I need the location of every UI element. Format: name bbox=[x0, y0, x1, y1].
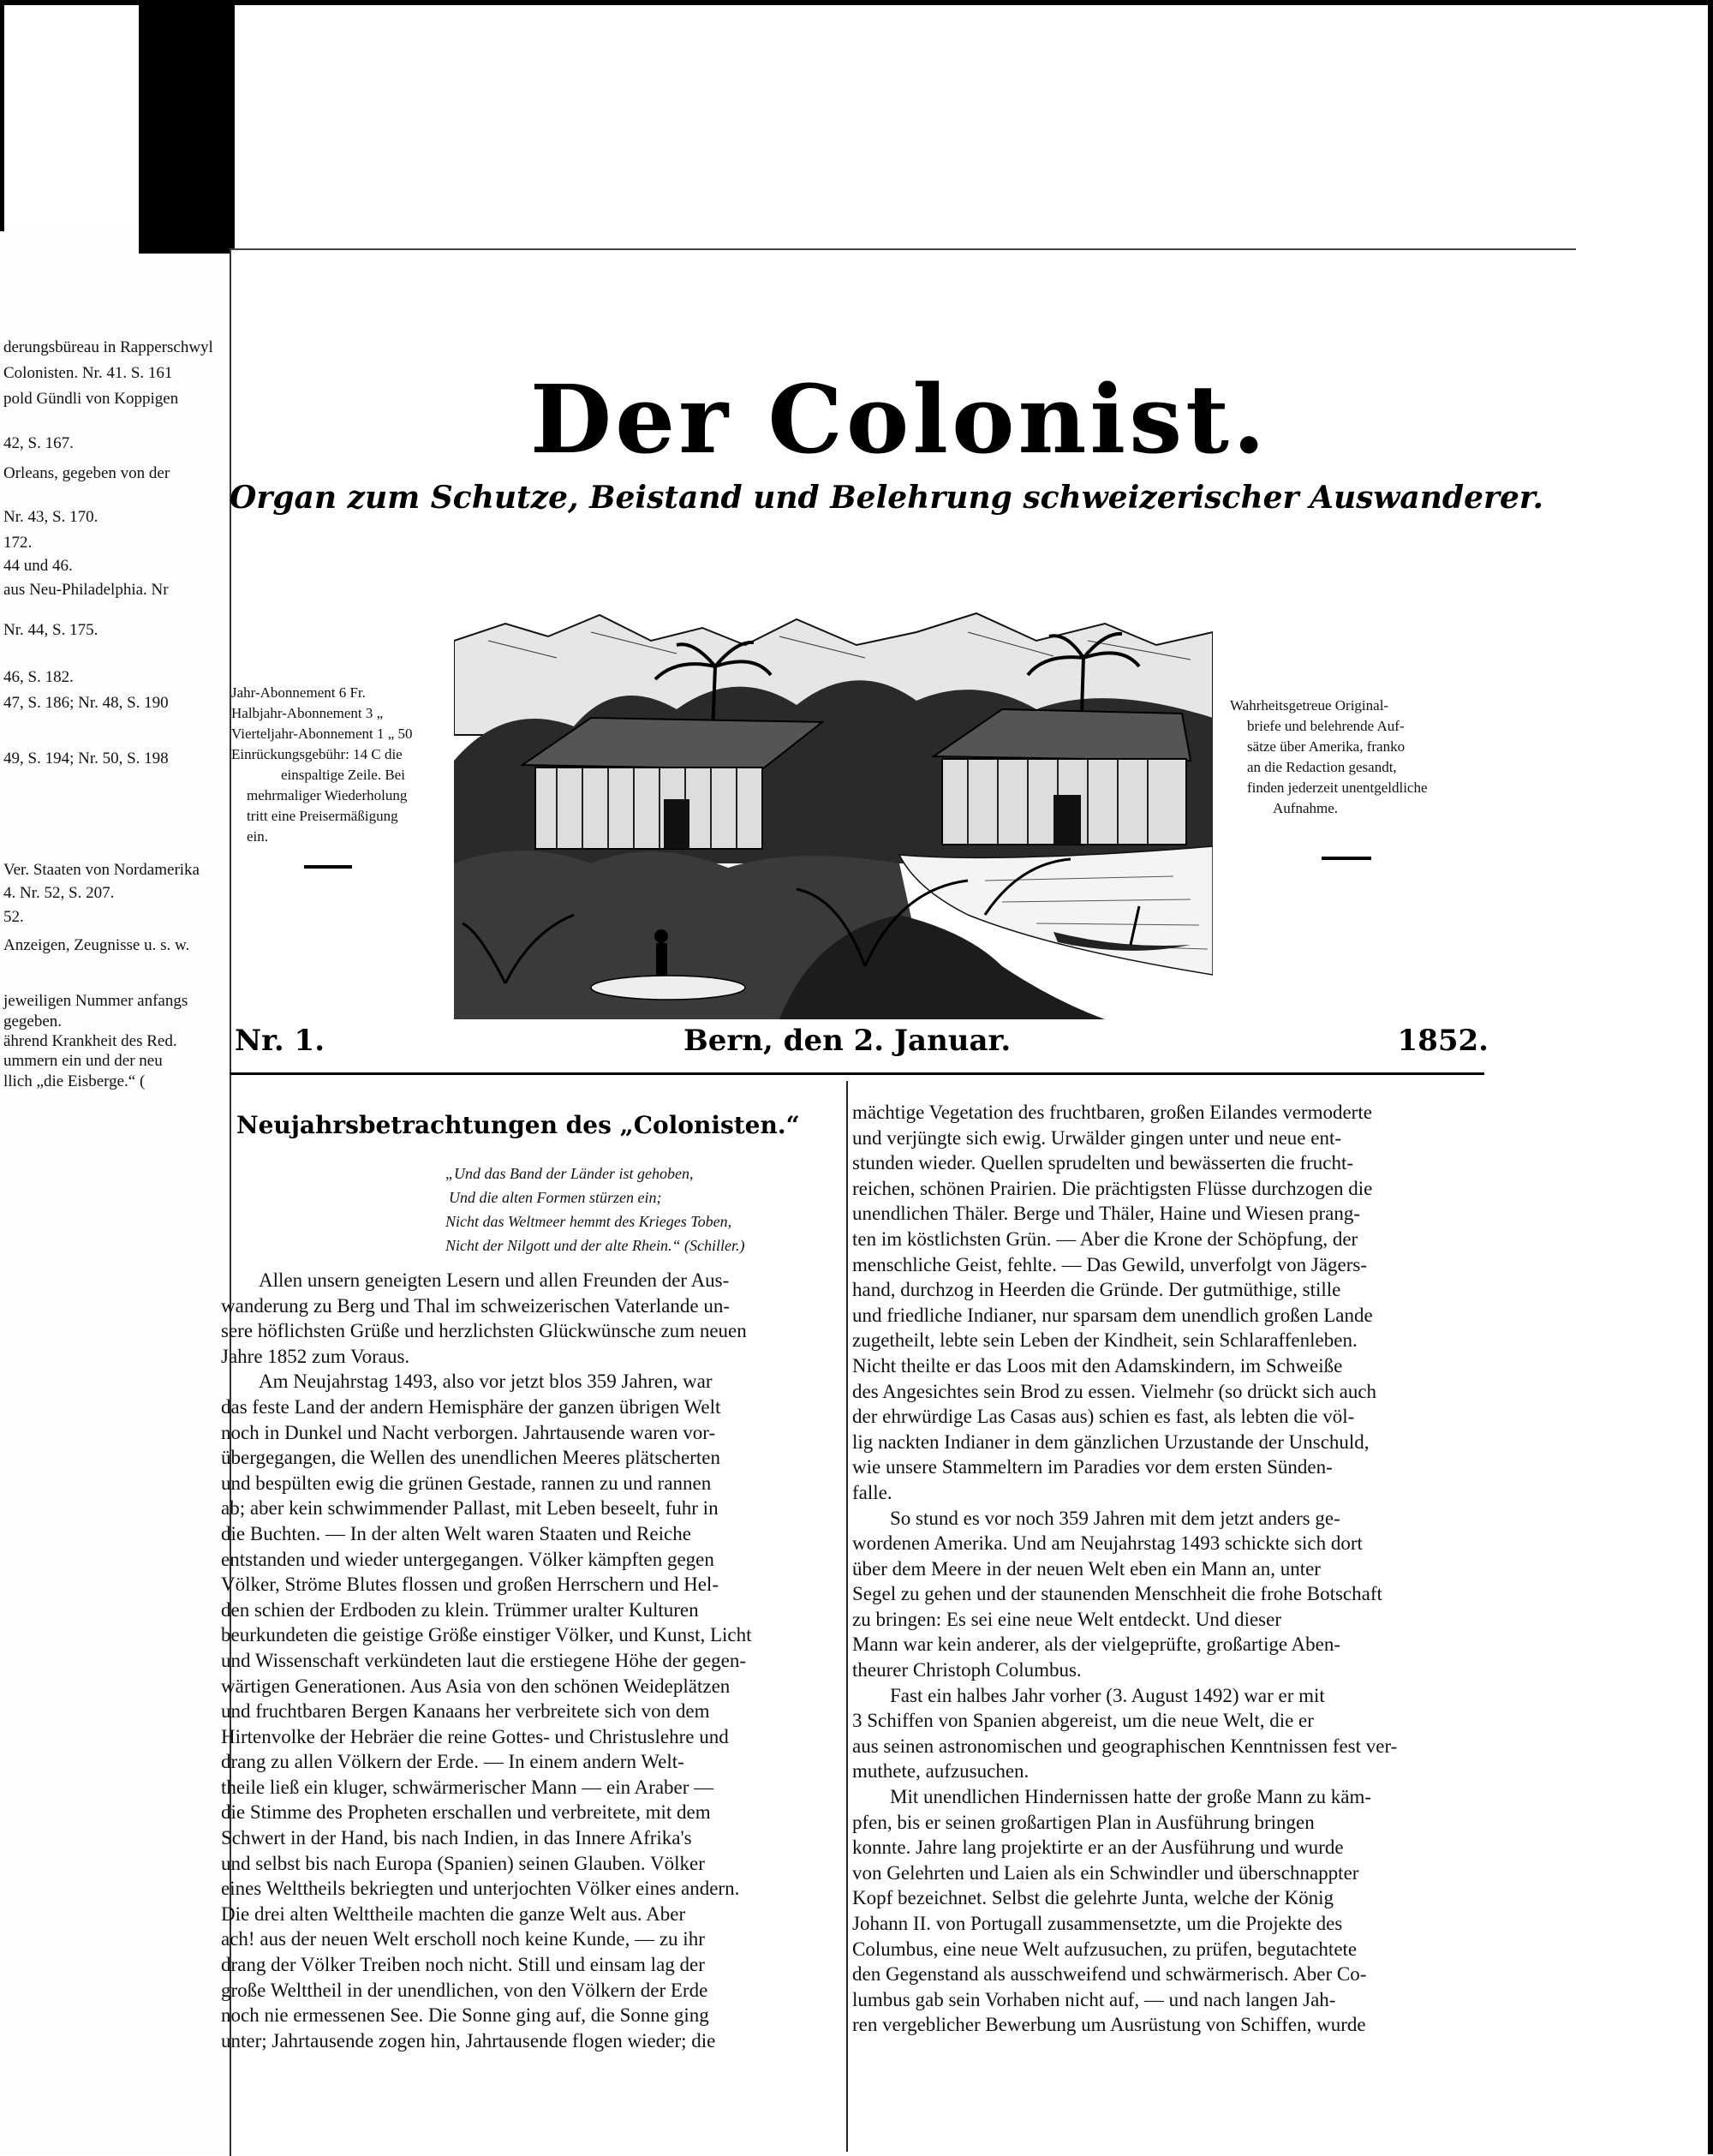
issue-year: 1852. bbox=[1397, 1024, 1489, 1058]
text-line: falle. bbox=[852, 1481, 892, 1503]
text-line: muthete, aufzusuchen. bbox=[852, 1760, 1030, 1783]
text-line: unendlichen Thäler. Berge und Thäler, Haine und Wiesen prang- bbox=[852, 1203, 1360, 1225]
text-line: 3 Schiffen von Spanien abgereist, um die neue Welt, die er bbox=[852, 1710, 1314, 1732]
notice-dash bbox=[1322, 857, 1371, 860]
prev-page-line: Orleans, gegeben von der bbox=[3, 464, 170, 482]
prev-page-line: 47, S. 186; Nr. 48, S. 190 bbox=[3, 694, 169, 712]
text-line: pfen, bis er seinen großartigen Plan in Ausführung bringen bbox=[852, 1811, 1315, 1833]
prev-page-line: 42, S. 167. bbox=[3, 434, 74, 452]
text-line: drang der Völker Treiben noch nicht. Still und einsam lag der bbox=[221, 1954, 705, 1976]
text-line: lig nackten Indianer in dem gänzlichen Urzustande der Unschuld, bbox=[852, 1430, 1370, 1453]
text-line: Mann war kein anderer, als der vielgeprüfte, großartige Aben- bbox=[852, 1633, 1341, 1656]
scan-shadow-block bbox=[139, 0, 235, 254]
text-line: Kopf bezeichnet. Selbst die gelehrte Junta, welche der König bbox=[852, 1887, 1334, 1909]
text-line: und selbst bis nach Europa (Spanien) seinen Glauben. Völker bbox=[221, 1852, 705, 1874]
article-column-1 bbox=[221, 1268, 838, 2053]
verse-line: Nicht der Nilgott und der alte Rhein.“ (Schiller.) bbox=[445, 1237, 745, 1254]
masthead-title: Der Colonist. bbox=[529, 364, 1269, 475]
masthead-subtitle: Organ zum Schutze, Beistand und Belehrung schweizerischer Auswanderer. bbox=[230, 480, 1544, 516]
text-line: wordenen Amerika. Und am Neujahrstag 1493 schickte sich dort bbox=[852, 1532, 1363, 1555]
text-line: noch in Dunkel und Nacht verborgen. Jahrtausende waren vor- bbox=[221, 1421, 716, 1443]
text-line: theurer Christoph Columbus. bbox=[852, 1659, 1082, 1681]
text-line: hand, durchzog in Heerden die Gründe. Der gutmüthige, stille bbox=[852, 1279, 1341, 1301]
text-line: die Buchten. — In der alten Welt waren Staaten und Reiche bbox=[221, 1522, 691, 1544]
notice-line: Halbjahr-Abonnement 3 „ bbox=[231, 705, 384, 721]
text-line: noch nie ermessenen See. Die Sonne ging auf, die Sonne ging bbox=[221, 2004, 709, 2027]
prev-page-line: aus Neu-Philadelphia. Nr bbox=[3, 581, 169, 599]
text-line: lumbus gab sein Vorhaben nicht auf, — und nach langen Jah- bbox=[852, 1988, 1336, 2010]
notice-line: Wahrheitsgetreue Original- bbox=[1230, 697, 1389, 714]
text-line: Hirtenvolke der Hebräer die reine Gottes- und Christuslehre und bbox=[221, 1725, 729, 1747]
text-line: ach! aus der neuen Welt erscholl noch keine Kunde, — zu ihr bbox=[221, 1928, 705, 1950]
text-line: Mit unendlichen Hindernissen hatte der große Mann zu käm- bbox=[890, 1786, 1372, 1808]
notice-line: Einrückungsgebühr: 14 C die bbox=[231, 746, 403, 762]
column-divider bbox=[846, 1081, 848, 2152]
header-rule bbox=[230, 1072, 1484, 1075]
text-line: der ehrwürdige Las Casas aus) schien es fast, als lebten die völ- bbox=[852, 1406, 1355, 1428]
text-line: Nicht theilte er das Loos mit den Adamskindern, im Schweiße bbox=[852, 1354, 1343, 1377]
prev-page-line: ummern ein und der neu bbox=[3, 1052, 163, 1070]
prev-page-line: Colonisten. Nr. 41. S. 161 bbox=[3, 364, 173, 382]
text-line: den schien der Erdboden zu klein. Trümmer uralter Kulturen bbox=[221, 1598, 699, 1621]
text-line: Allen unsern geneigten Lesern und allen Freunden der Aus- bbox=[259, 1269, 730, 1291]
text-line: So stund es vor noch 359 Jahren mit dem jetzt anders ge- bbox=[890, 1507, 1340, 1529]
text-line: Segel zu gehen und der staunenden Menschheit die frohe Botschaft bbox=[852, 1583, 1382, 1605]
text-line: den Gegenstand als ausschweifend und schwärmerisch. Aber Co- bbox=[852, 1963, 1367, 1986]
text-line: die Stimme des Propheten erschallen und verbreitete, mit dem bbox=[221, 1801, 711, 1824]
text-line: große Welttheil in der unendlichen, von den Völkern der Erde bbox=[221, 1979, 708, 2001]
text-line: beurkundeten die geistige Größe einstiger Völker, und Kunst, Licht bbox=[221, 1624, 752, 1646]
text-line: über dem Meere in der neuen Welt eben ein Mann an, unter bbox=[852, 1557, 1321, 1580]
text-line: aus seinen astronomischen und geographischen Kenntnissen fest ver- bbox=[852, 1735, 1398, 1757]
notice-line: mehrmaliger Wiederholung bbox=[247, 787, 408, 803]
notice-dash bbox=[304, 865, 352, 869]
text-line: übergegangen, die Wellen des unendlichen Meeres plätscherten bbox=[221, 1447, 720, 1469]
text-line: wärtigen Generationen. Aus Asia von den schönen Weideplätzen bbox=[221, 1675, 731, 1697]
text-line: eines Welttheils bekriegten und unterjochten Völker eines andern. bbox=[221, 1878, 740, 1900]
text-line: Schwert in der Hand, bis nach Indien, in das Innere Afrika's bbox=[221, 1827, 692, 1849]
text-line: Columbus, eine neue Welt aufzusuchen, zu prüfen, begutachtete bbox=[852, 1938, 1358, 1960]
text-line: wanderung zu Berg und Thal im schweizerischen Vaterlande un- bbox=[221, 1294, 730, 1317]
text-line: menschliche Geist, fehlte. — Das Gewild, unverfolgt von Jägers- bbox=[852, 1253, 1368, 1275]
text-line: Jahre 1852 zum Voraus. bbox=[221, 1345, 410, 1367]
prev-page-line: 172. bbox=[3, 534, 33, 552]
scan-edge-right bbox=[1708, 0, 1713, 2154]
prev-page-line: 44 und 46. bbox=[3, 557, 73, 575]
prev-page-line: 49, S. 194; Nr. 50, S. 198 bbox=[3, 750, 169, 767]
notice-line: Jahr-Abonnement 6 Fr. bbox=[231, 684, 366, 701]
text-line: des Angesichtes sein Brod zu essen. Vielmehr (so drückt sich auch bbox=[852, 1380, 1377, 1402]
engraving-illustration bbox=[454, 606, 1213, 1019]
notice-line: Aufnahme. bbox=[1273, 800, 1339, 816]
text-line: ten im köstlichsten Grün. — Aber die Krone der Schöpfung, der bbox=[852, 1227, 1358, 1250]
text-line: Fast ein halbes Jahr vorher (3. August 1492) war er mit bbox=[890, 1684, 1325, 1706]
prev-page-line: llich „die Eisberge.“ ( bbox=[3, 1072, 146, 1090]
issue-line bbox=[230, 1024, 1489, 1072]
text-line: und bespülten ewig die grünen Gestade, rannen zu und rannen bbox=[221, 1472, 712, 1494]
text-line: ab; aber kein schwimmender Pallast, mit Leben beseelt, fuhr in bbox=[221, 1497, 719, 1520]
text-line: reichen, schönen Prairien. Die prächtigsten Flüsse durchzogen die bbox=[852, 1177, 1373, 1199]
issue-number: Nr. 1. bbox=[235, 1024, 325, 1058]
text-line: zugetheilt, lebte sein Leben der Kindheit, sein Schlaraffenleben. bbox=[852, 1329, 1358, 1352]
article-title: Neujahrsbetrachtungen des „Colonisten.“ bbox=[236, 1111, 800, 1139]
text-line: das feste Land der andern Hemisphäre der ganzen übrigen Welt bbox=[221, 1395, 721, 1418]
text-line: Am Neujahrstag 1493, also vor jetzt blos 359 Jahren, war bbox=[259, 1371, 713, 1393]
prev-page-line: Anzeigen, Zeugnisse u. s. w. bbox=[3, 936, 190, 954]
text-line: und verjüngte sich ewig. Urwälder gingen unter und neue ent- bbox=[852, 1126, 1341, 1149]
prev-page-line: gegeben. bbox=[3, 1012, 63, 1030]
prev-page-line: 52. bbox=[3, 908, 24, 926]
text-line: unter; Jahrtausende zogen hin, Jahrtausende flogen wieder; die bbox=[221, 2029, 716, 2051]
prev-page-line: 4. Nr. 52, S. 207. bbox=[3, 884, 115, 902]
notice-line: an die Redaction gesandt, bbox=[1247, 759, 1397, 775]
submission-notice bbox=[1230, 696, 1470, 819]
notice-line: einspaltige Zeile. Bei bbox=[281, 767, 405, 783]
issue-place-date: Bern, den 2. Januar. bbox=[683, 1024, 1012, 1058]
text-line: stunden wieder. Quellen sprudelten und bewässerten die frucht- bbox=[852, 1152, 1354, 1174]
text-line: ren vergeblicher Bewerbung um Ausrüstung von Schiffen, wurde bbox=[852, 2014, 1366, 2036]
verse-line: „Und das Band der Länder ist gehoben, bbox=[445, 1165, 694, 1182]
text-line: theile ließ ein kluger, schwärmerischer Mann — ein Araber — bbox=[221, 1776, 714, 1798]
text-line: zu bringen: Es sei eine neue Welt entdeckt. Und dieser bbox=[852, 1608, 1282, 1630]
text-line: und friedliche Indianer, nur sparsam dem unendlich großen Lande bbox=[852, 1304, 1373, 1326]
text-line: sere höflichsten Grüße und herzlichsten Glückwünsche zum neuen bbox=[221, 1320, 747, 1342]
prev-page-line: jeweiligen Nummer anfangs bbox=[3, 992, 188, 1010]
text-line: entstanden und wieder untergegangen. Völker kämpften gegen bbox=[221, 1548, 714, 1570]
text-line: und Wissenschaft verkündeten laut die erstiegene Höhe der gegen- bbox=[221, 1649, 747, 1671]
text-line: wie unsere Stammeltern im Paradies vor dem ersten Sünden- bbox=[852, 1456, 1333, 1478]
prev-page-line: ährend Krankheit des Red. bbox=[3, 1032, 177, 1050]
text-line: drang zu allen Völkern der Erde. — In einem andern Welt- bbox=[221, 1751, 684, 1773]
previous-page-strip bbox=[0, 231, 231, 2154]
prev-page-line: Ver. Staaten von Nordamerika bbox=[3, 861, 200, 879]
text-line: Völker, Ströme Blutes flossen und großen Herrschern und Hel- bbox=[221, 1574, 719, 1596]
text-line: Johann II. von Portugall zusammensetzte, um die Projekte des bbox=[852, 1913, 1343, 1934]
notice-line: sätze über Amerika, franko bbox=[1247, 738, 1406, 755]
notice-line: briefe und belehrende Auf- bbox=[1247, 718, 1405, 734]
text-line: und fruchtbaren Bergen Kanaans her verbreitete sich von dem bbox=[221, 1700, 710, 1723]
prev-page-line: Nr. 43, S. 170. bbox=[3, 508, 98, 526]
notice-line: tritt eine Preisermäßigung bbox=[247, 808, 398, 824]
prev-page-line: 46, S. 182. bbox=[3, 668, 74, 686]
scan-edge-top bbox=[0, 0, 1713, 5]
text-line: Die drei alten Welttheile machten die ganze Welt aus. Aber bbox=[221, 1902, 686, 1925]
notice-line: Vierteljahr-Abonnement 1 „ 50 bbox=[231, 726, 413, 742]
subscription-notice bbox=[231, 683, 445, 847]
verse-line: Nicht das Weltmeer hemmt des Krieges Toben, bbox=[445, 1213, 732, 1230]
verse-line: Und die alten Formen stürzen ein; bbox=[449, 1189, 662, 1206]
notice-line: ein. bbox=[247, 828, 269, 845]
prev-page-line: derungsbüreau in Rapperschwyl bbox=[3, 338, 213, 356]
notice-line: finden jederzeit unentgeldliche bbox=[1247, 779, 1428, 796]
article-column-2 bbox=[852, 1100, 1471, 2038]
text-line: von Gelehrten und Laien als ein Schwindler und überschnappter bbox=[852, 1861, 1359, 1884]
prev-page-line: Nr. 44, S. 175. bbox=[3, 621, 98, 639]
prev-page-line: pold Gündli von Koppigen bbox=[3, 390, 179, 408]
text-line: konnte. Jahre lang projektirte er an der Ausführung und wurde bbox=[852, 1836, 1344, 1859]
text-line: mächtige Vegetation des fruchtbaren, großen Eilandes vermoderte bbox=[852, 1102, 1372, 1123]
article-epigraph bbox=[445, 1162, 839, 1257]
